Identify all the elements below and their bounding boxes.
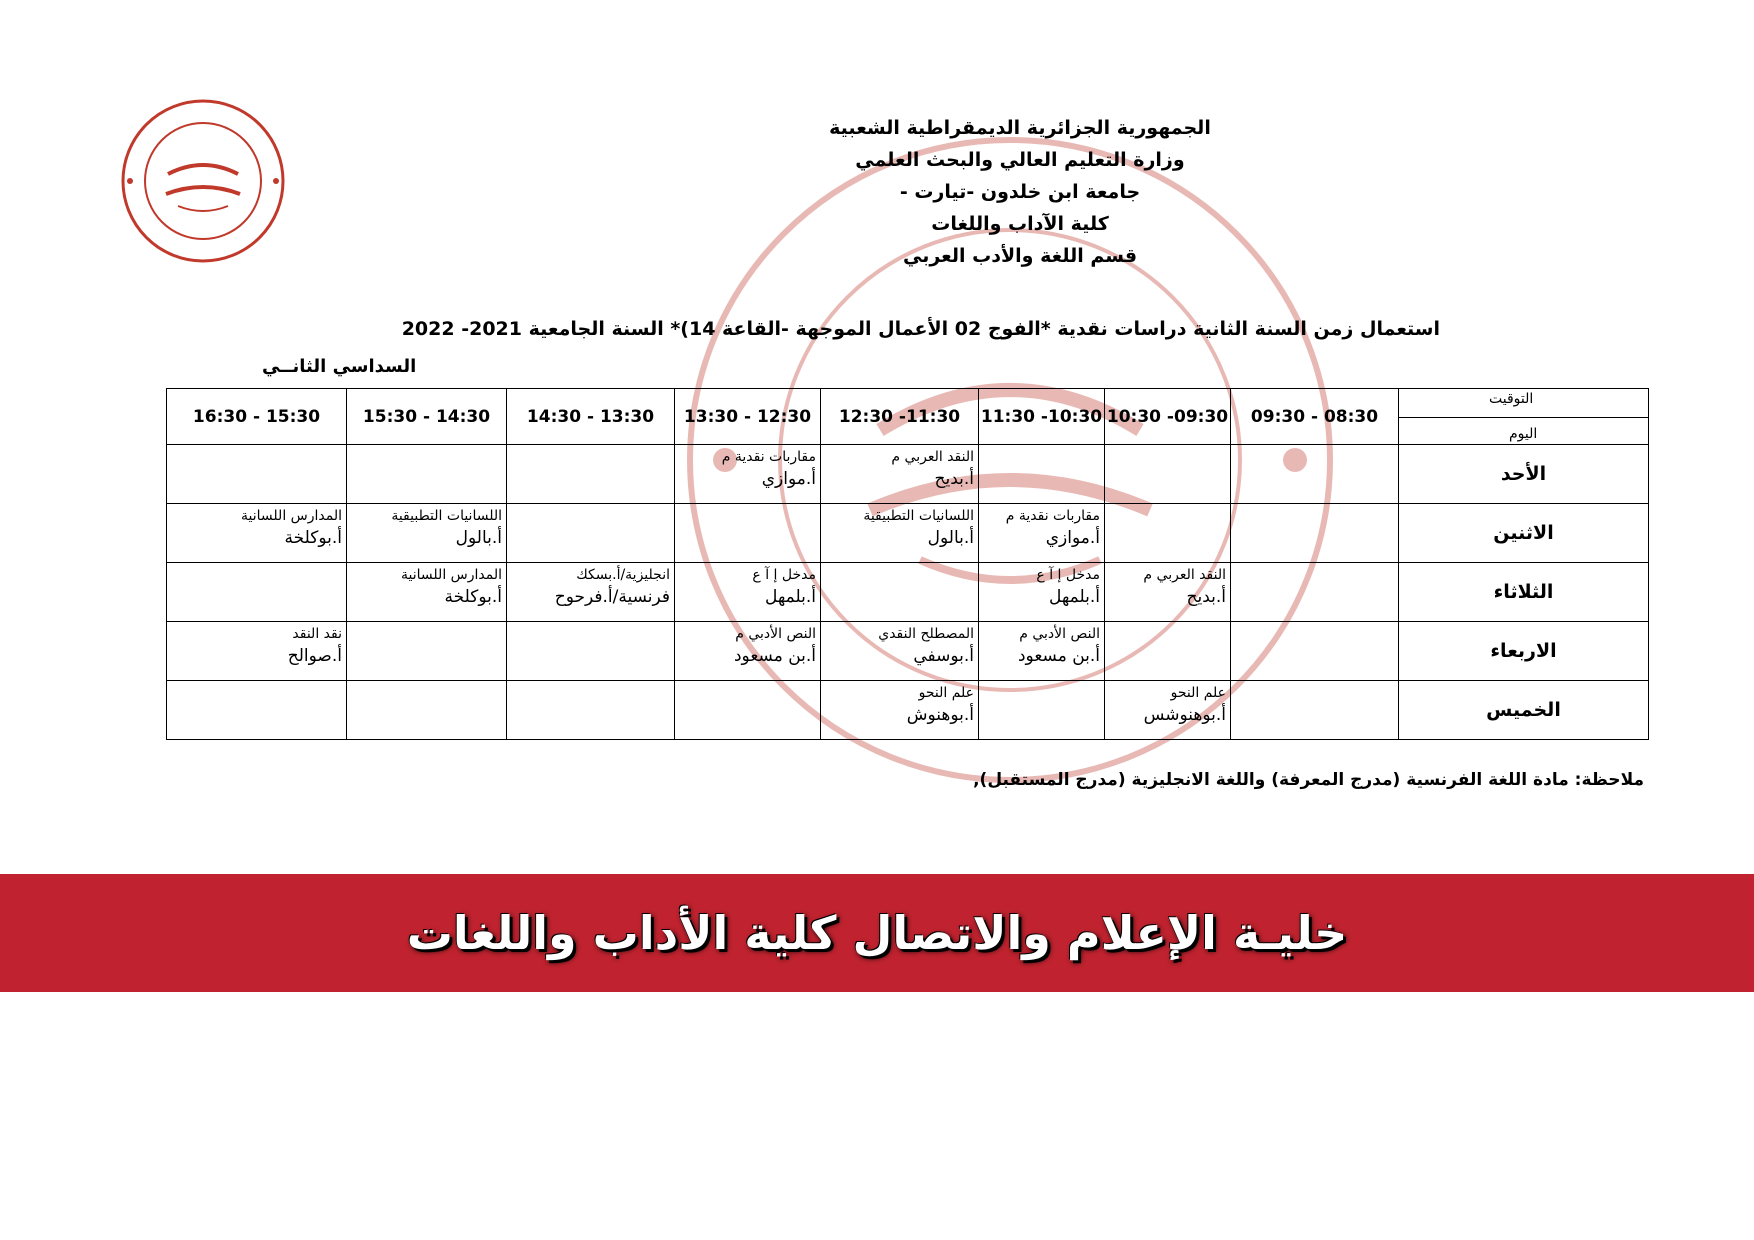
time-header: 11:30- 12:30 (821, 389, 979, 445)
professor-name: أ.بن مسعود (1017, 646, 1100, 666)
course-name: نقد النقد (292, 626, 342, 642)
slot-cell (507, 681, 675, 740)
slot-cell (675, 445, 821, 504)
slot-cell (675, 681, 821, 740)
slot-cell (979, 504, 1105, 563)
course-name: انجليزية/أ.بسكك (576, 567, 670, 583)
course-name: النص الأدبي م (1019, 626, 1100, 642)
slot-cell (1231, 681, 1399, 740)
course-name: مدخل إ آ ع (752, 567, 816, 583)
slot-cell (167, 622, 347, 681)
slot-cell (675, 563, 821, 622)
professor-name (167, 567, 346, 571)
slot-cell (507, 504, 675, 563)
professor-name (1231, 685, 1398, 689)
slot-cell (167, 681, 347, 740)
professor-name: أ.موازي (1045, 528, 1100, 548)
professor-name (507, 449, 674, 453)
time-header: 12:30 - 13:30 (675, 389, 821, 445)
professor-name (1231, 567, 1398, 571)
professor-name (1231, 508, 1398, 512)
slot-cell (167, 504, 347, 563)
table-row (167, 563, 1649, 622)
professor-name (979, 685, 1104, 689)
slot-cell (507, 622, 675, 681)
professor-name: أ.بلمهل (1048, 587, 1100, 607)
slot-cell (1231, 504, 1399, 563)
table-row (167, 622, 1649, 681)
time-header: 13:30 - 14:30 (507, 389, 675, 445)
course-name: المصطلح النقدي (878, 626, 974, 642)
slot-cell (821, 563, 979, 622)
slot-cell (347, 445, 507, 504)
table-row (167, 504, 1649, 563)
course-name: اللسانيات التطبيقية (391, 508, 502, 524)
course-name: مقاربات نقدية م (1005, 508, 1100, 524)
slot-cell (1231, 563, 1399, 622)
professor-name: أ.بالول (927, 528, 974, 548)
slot-cell (1105, 504, 1231, 563)
professor-name (507, 508, 674, 512)
semester-label: السداسي الثانــي (262, 356, 417, 377)
course-name: المدارس اللسانية (241, 508, 342, 524)
slot-cell (675, 622, 821, 681)
professor-name: فرنسية/أ.فرحوح (554, 587, 670, 607)
professor-name (1231, 449, 1398, 453)
header-ministry: وزارة التعليم العالي والبحث العلمي (855, 149, 1185, 171)
professor-name (167, 449, 346, 453)
slot-cell (675, 504, 821, 563)
professor-name: أ.موازي (761, 469, 816, 489)
slot-cell (1231, 622, 1399, 681)
professor-name: أ.بوهنوش (906, 705, 974, 725)
course-name: اللسانيات التطبيقية (863, 508, 974, 524)
professor-name (167, 685, 346, 689)
document-header (780, 112, 1260, 272)
header-corner: التوقيت اليوم (1399, 389, 1649, 445)
slot-cell (1231, 445, 1399, 504)
header-faculty: كلية الآداب واللغات (931, 213, 1109, 235)
slot-cell (979, 681, 1105, 740)
course-name: علم النحو (1170, 685, 1226, 701)
course-name: النقد العربي م (891, 449, 974, 465)
slot-cell (979, 622, 1105, 681)
time-header: 15:30 - 16:30 (167, 389, 347, 445)
header-republic: الجمهورية الجزائرية الديمقراطية الشعبية (829, 117, 1211, 139)
slot-cell (1105, 622, 1231, 681)
course-name: النقد العربي م (1143, 567, 1226, 583)
course-name: مدخل إ آ ع (1036, 567, 1100, 583)
slot-cell (347, 622, 507, 681)
slot-cell (507, 563, 675, 622)
day-cell: الخميس (1399, 681, 1649, 740)
professor-name: أ.بالول (455, 528, 502, 548)
header-department: قسم اللغة والأدب العربي (902, 245, 1138, 267)
time-header: 10:30- 11:30 (979, 389, 1105, 445)
professor-name: أ.بن مسعود (733, 646, 816, 666)
copyright-stamp (118, 96, 288, 266)
course-name: النص الأدبي م (735, 626, 816, 642)
slot-cell (347, 681, 507, 740)
course-name: المدارس اللسانية (401, 567, 502, 583)
professor-name (1105, 449, 1230, 453)
header-university: جامعة ابن خلدون -تيارت - (899, 181, 1141, 203)
slot-cell (507, 445, 675, 504)
slot-cell (347, 504, 507, 563)
day-cell: الاثنين (1399, 504, 1649, 563)
professor-name (675, 508, 820, 512)
day-cell: الثلاثاء (1399, 563, 1649, 622)
schedule-title: استعمال زمن السنة الثانية دراسات نقدية *الفوج 02 الأعمال الموجهة -القاعة 14)* السنة الجامعية 2021- 2022 (401, 318, 1440, 340)
professor-name (507, 685, 674, 689)
time-header: 09:30- 10:30 (1105, 389, 1231, 445)
slot-cell (167, 563, 347, 622)
slot-cell (167, 445, 347, 504)
slot-cell (821, 681, 979, 740)
professor-name (821, 567, 978, 571)
slot-cell (821, 504, 979, 563)
slot-cell (1105, 563, 1231, 622)
professor-name: أ.بوكلخة (444, 587, 502, 607)
slot-cell (1105, 445, 1231, 504)
professor-name (347, 685, 506, 689)
professor-name: أ.صوالح (287, 646, 342, 666)
note: ملاحظة: مادة اللغة الفرنسية (مدرج المعرفة) واللغة الانجليزية (مدرج المستقبل), (973, 770, 1644, 790)
day-cell: الاربعاء (1399, 622, 1649, 681)
professor-name (1105, 508, 1230, 512)
course-name: مقاربات نقدية م (721, 449, 816, 465)
professor-name: أ.بوسفي (913, 646, 974, 666)
professor-name: أ.بوهنوشس (1143, 705, 1226, 725)
time-header: 08:30 - 09:30 (1231, 389, 1399, 445)
professor-name (675, 685, 820, 689)
professor-name (347, 626, 506, 630)
professor-name: أ.بديح (934, 469, 974, 489)
timetable (166, 388, 1649, 740)
professor-name (347, 449, 506, 453)
slot-cell (979, 445, 1105, 504)
table-row (167, 681, 1649, 740)
professor-name (507, 626, 674, 630)
professor-name: أ.بديح (1186, 587, 1226, 607)
table-row (167, 445, 1649, 504)
professor-name (1231, 626, 1398, 630)
footer-banner (0, 874, 1754, 992)
professor-name: أ.بلمهل (764, 587, 816, 607)
course-name: علم النحو (918, 685, 974, 701)
slot-cell (979, 563, 1105, 622)
banner-title: خليـة الإعلام والاتصال كلية الأداب واللغات (406, 906, 1348, 960)
day-cell: الأحد (1399, 445, 1649, 504)
time-header: 14:30 - 15:30 (347, 389, 507, 445)
professor-name (979, 449, 1104, 453)
slot-cell (821, 445, 979, 504)
slot-cell (347, 563, 507, 622)
slot-cell (821, 622, 979, 681)
professor-name: أ.بوكلخة (284, 528, 342, 548)
slot-cell (1105, 681, 1231, 740)
professor-name (1105, 626, 1230, 630)
